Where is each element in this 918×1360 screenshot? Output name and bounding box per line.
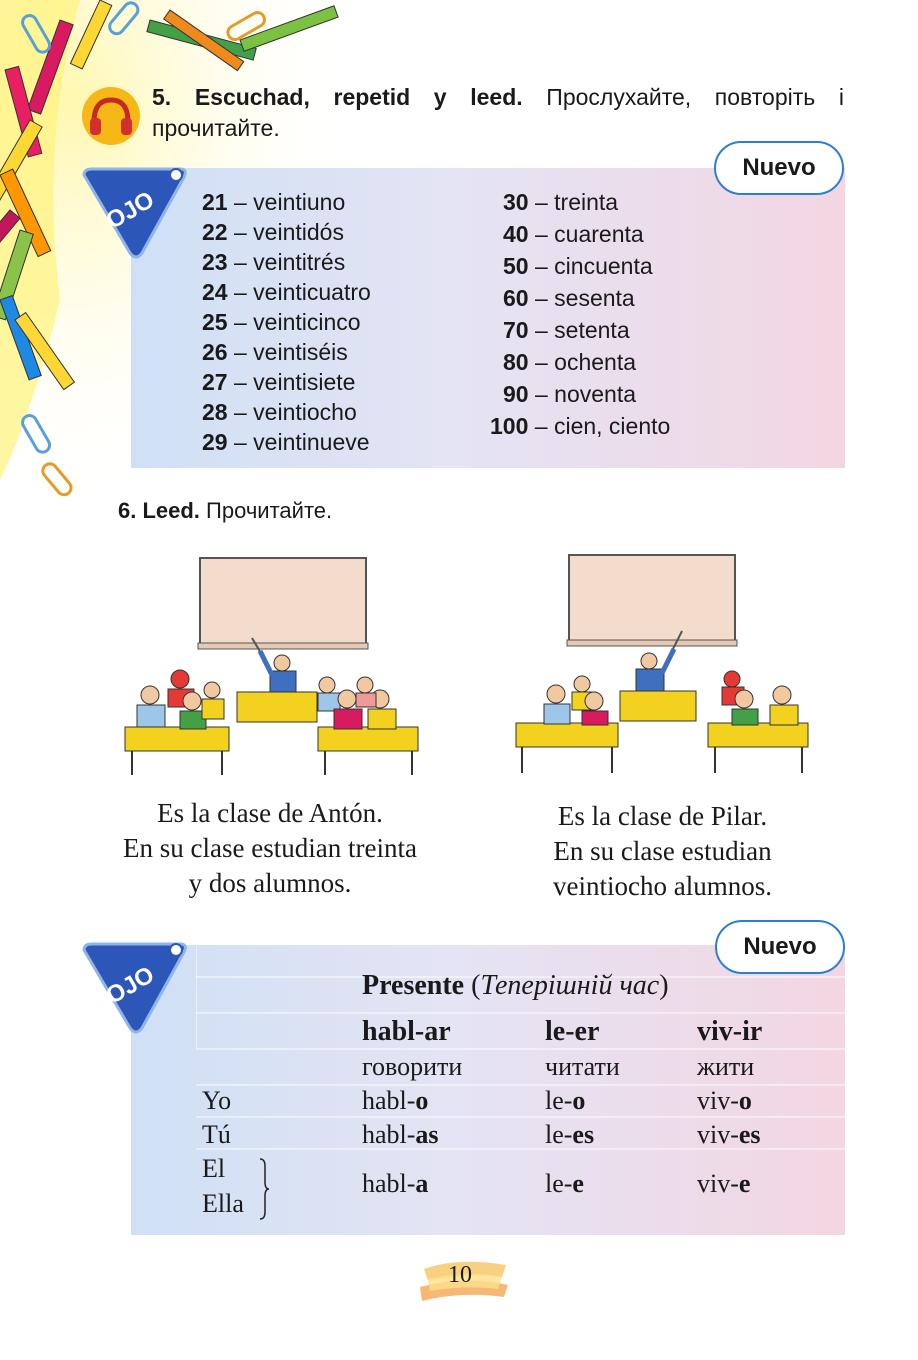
verb-translation: говорити [362,1052,463,1081]
conj-leer-yo: le-o [545,1086,586,1115]
page-number: 10 [448,1262,472,1288]
exercise-5-title: 5. Escuchad, repetid y leed. [152,84,523,110]
ojo-badge [80,165,192,263]
number-row: 26 – veintiséis [202,339,348,365]
number-row: 23 – veintitrés [202,249,346,275]
brace-icon [258,1158,270,1220]
number-row: 24 – veinticuatro [202,279,371,305]
numbers-left-column [202,187,371,457]
pronoun-el: El [202,1154,226,1183]
verb-translation: читати [545,1052,620,1081]
number-row: 50 – cincuenta [503,253,653,279]
conj-vivir-tu: viv-es [697,1120,761,1149]
conj-leer-el: le-e [545,1169,584,1198]
verb-header-leer: le-er [545,1016,600,1047]
number-row: 28 – veintiocho [202,399,357,425]
number-row: 70 – setenta [503,317,630,343]
exercise-6-translation: Прочитайте. [206,498,333,523]
caption-anton: Es la clase de Antón. En su clase estudian treinta y dos alumnos. [123,798,417,898]
pronoun-ella: Ella [202,1189,244,1218]
exercise-6-title: 6. Leed. [118,498,200,523]
conj-hablar-yo: habl-o [362,1086,429,1115]
exercise-5-instruction [152,82,844,144]
conj-hablar-el: habl-a [362,1169,429,1198]
classroom-illustration-pilar [512,551,812,776]
number-row: 40 – cuarenta [503,221,644,247]
presente-title: Presente (Теперішній час) [362,970,669,1001]
conj-hablar-tu: habl-as [362,1120,439,1149]
caption-pilar: Es la clase de Pilar. En su clase estudian veintiocho alumnos. [553,801,772,901]
number-row: 21 – veintiuno [202,189,346,215]
exercise-5-translation: Прослухайте, повторіть і прочитайте. [152,84,844,141]
number-row: 29 – veintinueve [202,429,370,455]
conj-vivir-yo: viv-o [697,1086,752,1115]
numbers-right-column [490,186,670,442]
pronoun-yo: Yo [202,1086,232,1115]
number-row: 30 – treinta [503,189,619,215]
number-row: 25 – veinticinco [202,309,361,335]
verb-header-vivir: viv-ir [697,1016,763,1047]
number-row: 22 – veintidós [202,219,344,245]
verb-translation: жити [697,1052,755,1081]
nuevo-badge-2: Nuevo [715,920,845,974]
ojo-badge-2 [80,940,192,1038]
number-row: 90 – noventa [503,381,637,407]
number-row: 100 – cien, ciento [490,413,671,439]
exercise-6-instruction [118,498,332,524]
ojo-label: OJO [101,186,159,235]
nuevo-badge: Nuevo [714,141,844,195]
number-row: 27 – veintisiete [202,369,356,395]
conj-vivir-el: viv-e [697,1169,751,1198]
pronoun-tu: Tú [202,1120,231,1149]
number-row: 60 – sesenta [503,285,635,311]
conj-leer-tu: le-es [545,1120,595,1149]
verb-header-hablar: habl-ar [362,1016,451,1047]
number-row: 80 – ochenta [503,349,637,375]
classroom-illustration-anton [122,555,422,780]
ojo-label: OJO [101,961,159,1010]
headphones-icon [80,86,142,146]
